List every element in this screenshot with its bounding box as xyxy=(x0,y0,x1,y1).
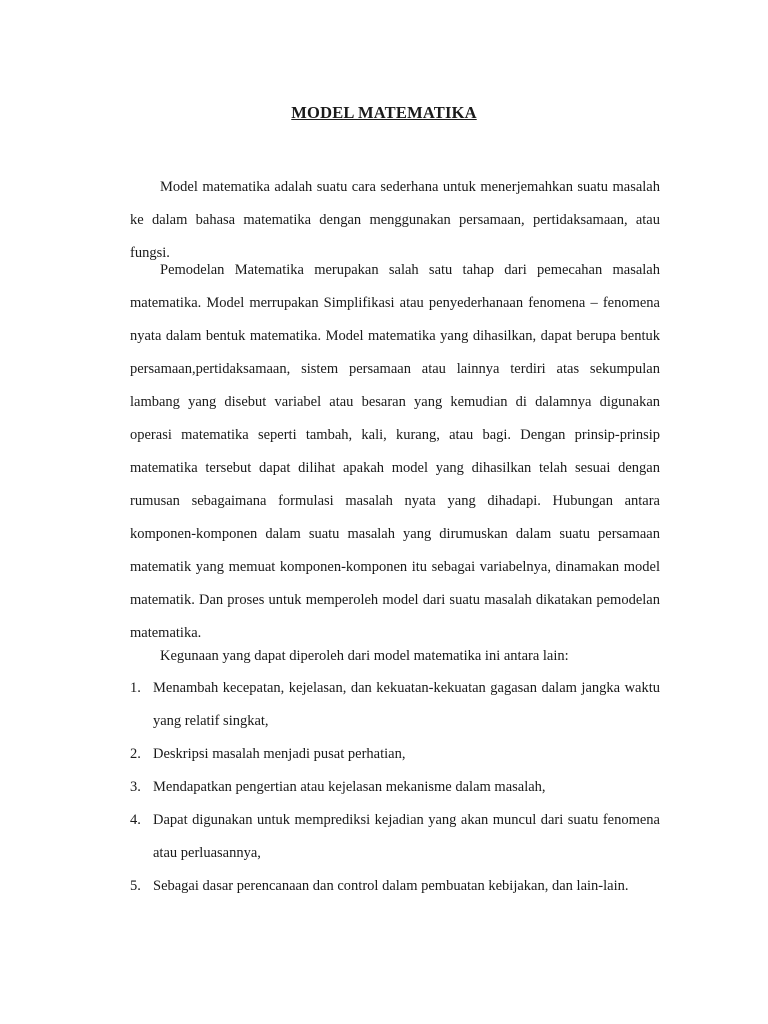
list-item-text: Menambah kecepatan, kejelasan, dan kekuatan-kekuatan gagasan dalam jangka waktu yang relatif singkat, xyxy=(153,680,660,729)
list-item-text: Sebagai dasar perencanaan dan control dalam pembuatan kebijakan, dan lain-lain. xyxy=(153,878,629,894)
paragraph-uses-intro xyxy=(130,640,660,673)
list-item xyxy=(130,870,660,903)
list-number: 5. xyxy=(130,878,141,894)
list-number: 2. xyxy=(130,746,141,762)
uses-list xyxy=(130,672,660,903)
list-item xyxy=(130,672,660,738)
paragraph-text: Model matematika adalah suatu cara sederhana untuk menerjemahkan suatu masalah ke dalam bahasa matematika dengan menggunakan persamaan, pertidaksamaan, atau fungsi. xyxy=(130,179,660,261)
list-item-text: Dapat digunakan untuk memprediksi kejadian yang akan muncul dari suatu fenomena atau perluasannya, xyxy=(153,812,660,861)
paragraph-text: Kegunaan yang dapat diperoleh dari model matematika ini antara lain: xyxy=(160,648,569,664)
list-number: 4. xyxy=(130,812,141,828)
list-number: 1. xyxy=(130,680,141,696)
list-item xyxy=(130,771,660,804)
list-item-text: Mendapatkan pengertian atau kejelasan mekanisme dalam masalah, xyxy=(153,779,546,795)
paragraph-text: Pemodelan Matematika merupakan salah satu tahap dari pemecahan masalah matematika. Model merrupakan Simplifikasi atau penyederhanaan fenomena – fenomena nyata dalam bentuk matematika. Model matematika yang dihasilkan, dapat berupa bentuk persamaan,pertidaksamaan, sistem persamaan atau lainnya terdiri atas sekumpulan lambang yang disebut variabel atau besaran yang kemudian di dalamnya digunakan operasi matematika seperti tambah, kali, kurang, atau bagi. Dengan prinsip-prinsip matematika tersebut dapat dilihat apakah model yang dihasilkan telah sesuai dengan rumusan sebagaimana formulasi masalah nyata yang dihadapi. Hubungan antara komponen-komponen dalam suatu masalah yang dirumuskan dalam suatu persamaan matematik yang memuat komponen-komponen itu sebagai variabelnya, dinamakan model matematik. Dan proses untuk memperoleh model dari suatu masalah dikatakan pemodelan matematika. xyxy=(130,262,660,641)
list-item-text: Deskripsi masalah menjadi pusat perhatian, xyxy=(153,746,406,762)
list-number: 3. xyxy=(130,779,141,795)
list-item xyxy=(130,804,660,870)
paragraph-modeling xyxy=(130,254,660,650)
list-item xyxy=(130,738,660,771)
document-title: MODEL MATEMATIKA xyxy=(291,103,477,122)
